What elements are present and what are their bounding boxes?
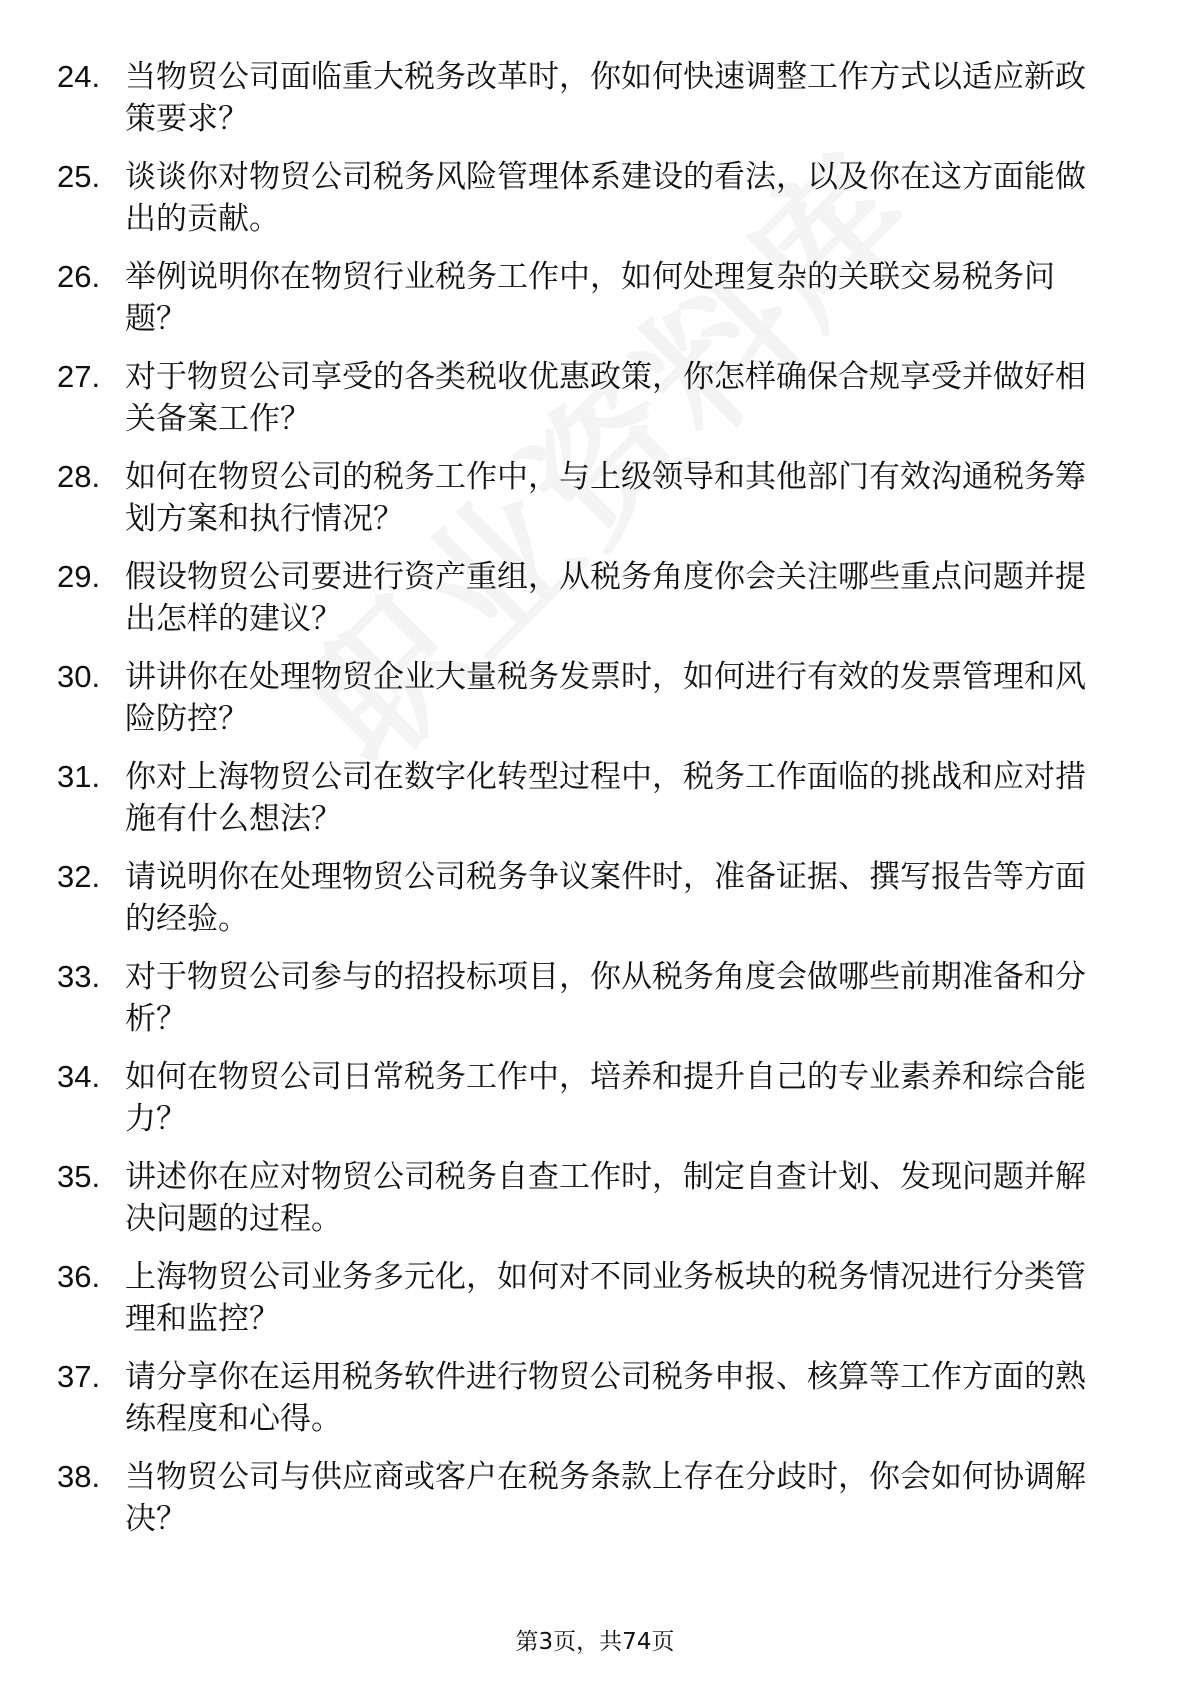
question-text: 请说明你在处理物贸公司税务争议案件时，准备证据、撰写报告等方面的经验。 [125,859,1086,937]
question-number: 33. [57,959,101,994]
page-footer [0,1628,1190,1656]
question-item [57,756,1117,856]
question-number: 35. [57,1159,101,1194]
question-number: 38. [57,1459,101,1494]
question-number: 31. [57,759,101,794]
question-text: 如何在物贸公司日常税务工作中，培养和提升自己的专业素养和综合能力？ [125,1059,1086,1137]
question-item [57,1156,1117,1256]
question-item [57,56,1117,156]
question-item [57,1256,1117,1356]
question-item [57,656,1117,756]
question-text: 讲述你在应对物贸公司税务自查工作时，制定自查计划、发现问题并解决问题的过程。 [125,1159,1086,1237]
page-number-label: 第3页，共74页 [515,1629,675,1655]
question-number: 28. [57,459,101,494]
question-number: 24. [57,59,101,94]
question-number: 25. [57,159,101,194]
question-text: 假设物贸公司要进行资产重组，从税务角度你会关注哪些重点问题并提出怎样的建议？ [125,559,1086,637]
question-item [57,256,1117,356]
question-number: 32. [57,859,101,894]
question-text: 举例说明你在物贸行业税务工作中，如何处理复杂的关联交易税务问题？ [125,259,1055,337]
question-text: 你对上海物贸公司在数字化转型过程中，税务工作面临的挑战和应对措施有什么想法？ [125,759,1086,837]
question-number: 36. [57,1259,101,1294]
question-text: 对于物贸公司享受的各类税收优惠政策，你怎样确保合规享受并做好相关备案工作？ [125,359,1086,437]
question-number: 30. [57,659,101,694]
question-text: 谈谈你对物贸公司税务风险管理体系建设的看法，以及你在这方面能做出的贡献。 [125,159,1086,237]
question-text: 当物贸公司与供应商或客户在税务条款上存在分歧时，你会如何协调解决？ [125,1459,1086,1537]
question-text: 对于物贸公司参与的招投标项目，你从税务角度会做哪些前期准备和分析？ [125,959,1086,1037]
question-number: 34. [57,1059,101,1094]
question-text: 如何在物贸公司的税务工作中，与上级领导和其他部门有效沟通税务筹划方案和执行情况？ [125,459,1086,537]
question-number: 37. [57,1359,101,1394]
question-list [57,56,1117,1556]
question-text: 讲讲你在处理物贸企业大量税务发票时，如何进行有效的发票管理和风险防控？ [125,659,1086,737]
question-text: 上海物贸公司业务多元化，如何对不同业务板块的税务情况进行分类管理和监控？ [125,1259,1086,1337]
question-number: 29. [57,559,101,594]
question-text: 请分享你在运用税务软件进行物贸公司税务申报、核算等工作方面的熟练程度和心得。 [125,1359,1086,1437]
question-item [57,856,1117,956]
question-item [57,1356,1117,1456]
question-text: 当物贸公司面临重大税务改革时，你如何快速调整工作方式以适应新政策要求？ [125,59,1086,137]
question-item [57,156,1117,256]
question-item [57,456,1117,556]
question-item [57,956,1117,1056]
question-number: 27. [57,359,101,394]
question-item [57,1056,1117,1156]
question-number: 26. [57,259,101,294]
question-item [57,356,1117,456]
question-item [57,556,1117,656]
question-item [57,1456,1117,1556]
